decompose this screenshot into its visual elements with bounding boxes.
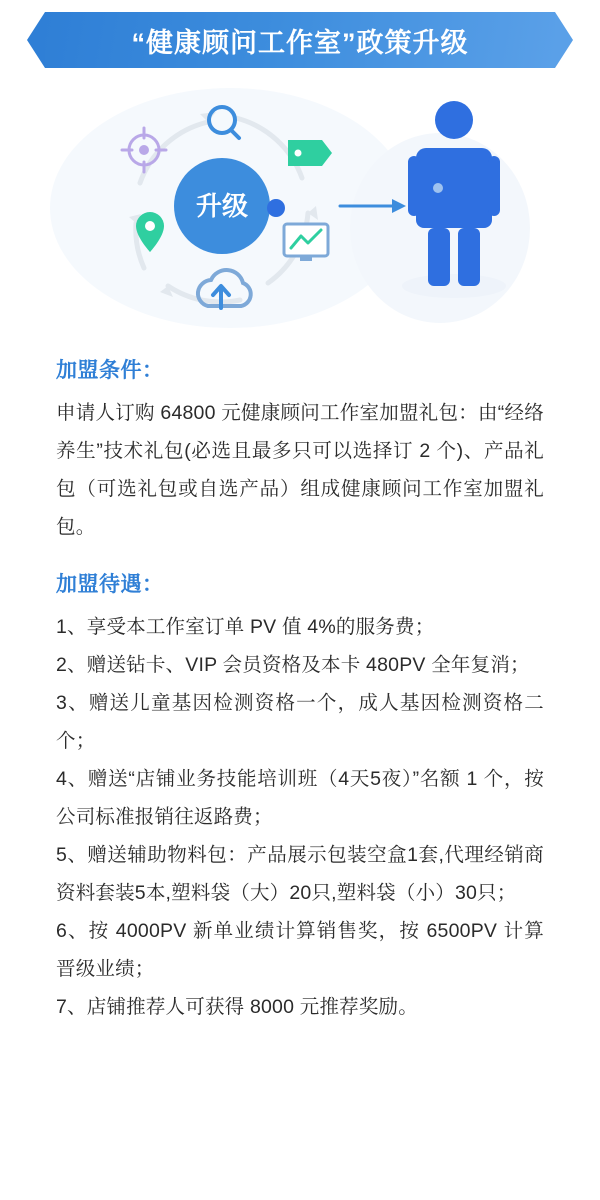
section-paragraph: 申请人订购 64800 元健康顾问工作室加盟礼包：由“经络养生”技术礼包(必选且最多只可以选择订 2 个)、产品礼包（可选礼包或自选产品）组成健康顾问工作室加盟礼包。 xyxy=(56,402,544,538)
list-item: 3、赠送儿童基因检测资格一个，成人基因检测资格二个； xyxy=(56,692,544,752)
illustration-area xyxy=(0,78,600,346)
list-item: 2、赠送钻卡、VIP 会员资格及本卡 480PV 全年复消； xyxy=(56,654,530,676)
dot-node-icon xyxy=(267,199,285,217)
monitor-chart-icon xyxy=(284,224,328,261)
section-title: 加盟条件： xyxy=(56,359,164,382)
list-item: 5、赠送辅助物料包：产品展示包装空盒1套,代理经销商资料套装5本,塑料袋（大）20只,塑料袋（小）30只； xyxy=(56,844,544,904)
upgrade-illustration xyxy=(40,78,560,338)
section-title: 加盟待遇： xyxy=(56,573,164,596)
section-join-conditions xyxy=(56,354,544,546)
header-banner-area xyxy=(0,0,600,78)
header-banner xyxy=(45,12,555,68)
content-area xyxy=(0,346,600,1026)
section-join-benefits xyxy=(56,568,544,1026)
list-item: 6、按 4000PV 新单业绩计算销售奖，按 6500PV 计算晋级业绩； xyxy=(56,920,544,980)
page-title: “健康顾问工作室”政策升级 xyxy=(131,27,469,58)
center-label: 升级 xyxy=(195,191,249,221)
list-item: 1、享受本工作室订单 PV 值 4%的服务费； xyxy=(56,616,435,638)
list-item: 7、店铺推荐人可获得 8000 元推荐奖励。 xyxy=(56,996,418,1018)
list-item: 4、赠送“店铺业务技能培训班（4天5夜）”名额 1 个，按公司标准报销往返路费； xyxy=(56,768,544,828)
